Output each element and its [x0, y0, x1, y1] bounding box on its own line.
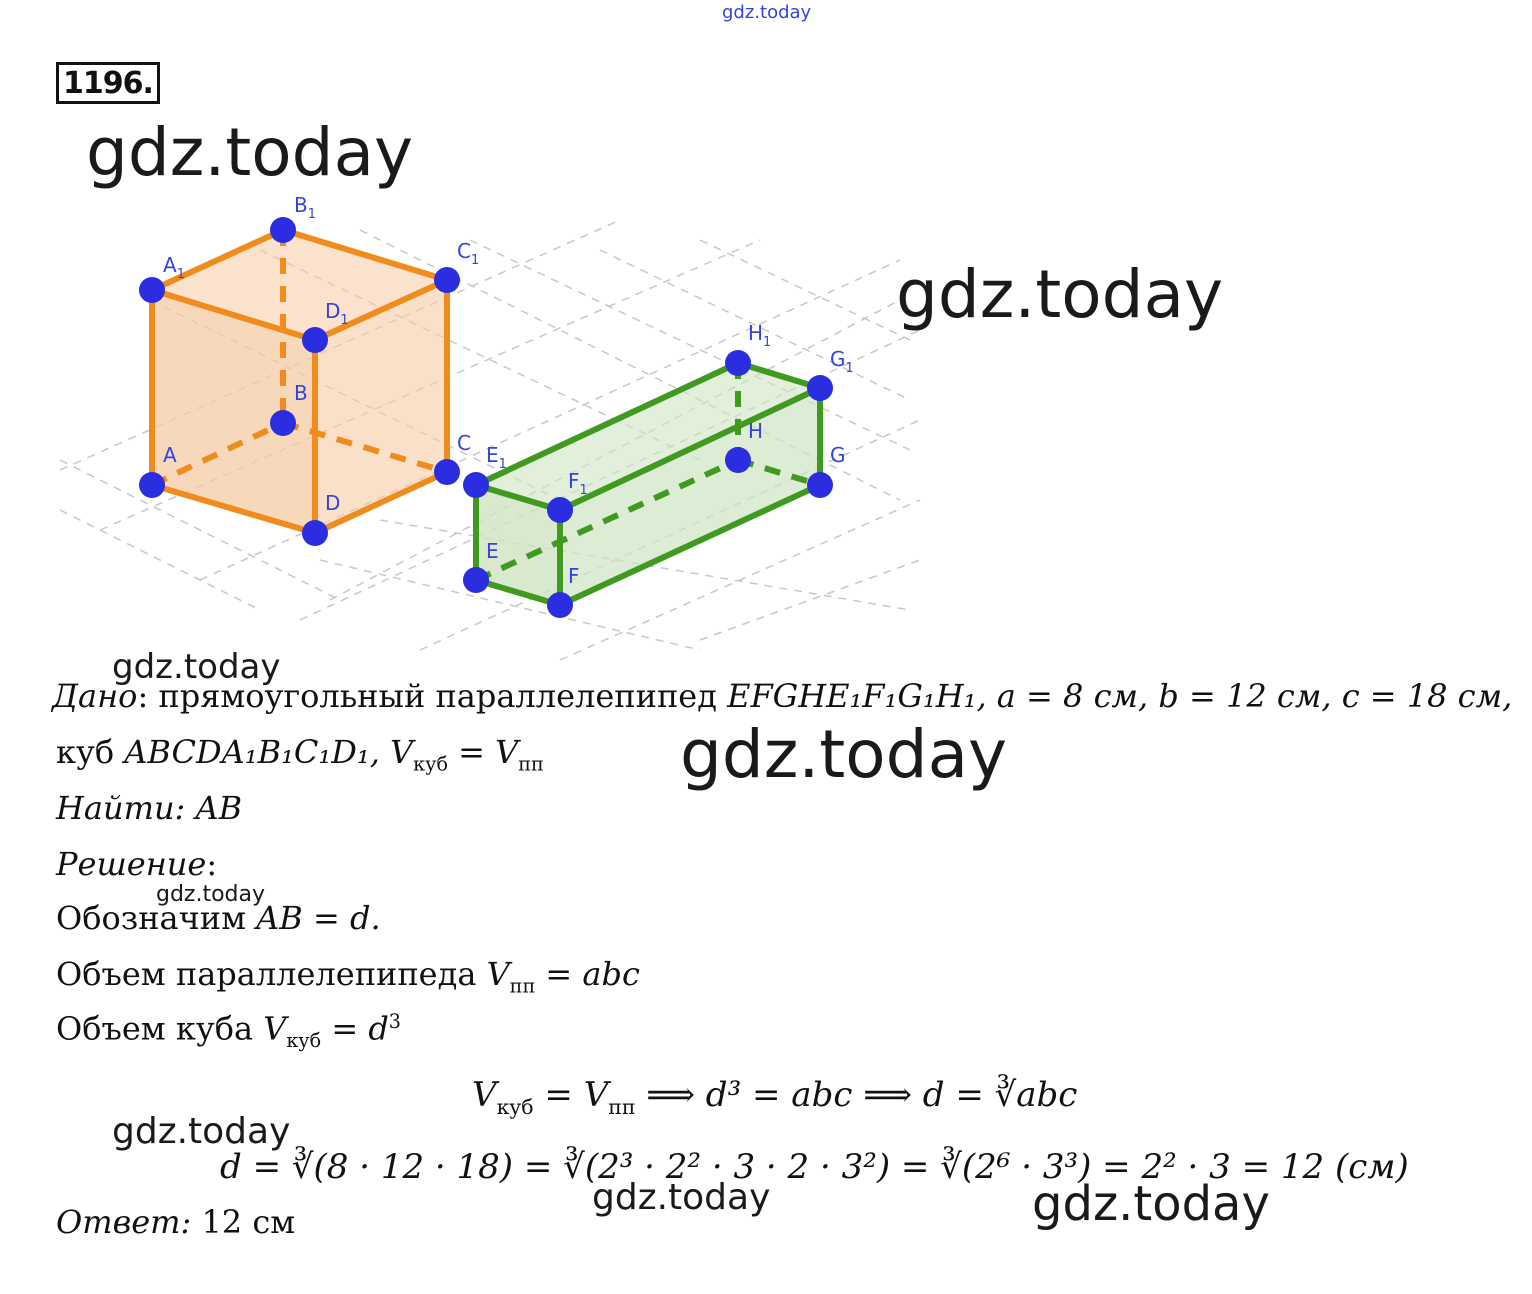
given-label: Дано	[52, 677, 138, 715]
volume-cube-exp: 3	[388, 1010, 402, 1033]
volume-pp-sub: пп	[509, 974, 536, 998]
watermark-large-2: gdz.today	[896, 256, 1224, 333]
formula-1-eq: = V	[533, 1075, 609, 1115]
subscript-cube: куб	[413, 752, 448, 776]
volume-pp-v: V	[486, 955, 510, 993]
given-line2-eq: = V	[448, 733, 519, 771]
label-E: E	[486, 539, 499, 563]
box-figure	[463, 321, 854, 618]
find-line	[56, 789, 243, 827]
given-line2-math: ABCDA₁B₁C₁D₁, V	[124, 733, 414, 771]
answer-label: Ответ:	[56, 1203, 192, 1241]
watermark-large-3: gdz.today	[680, 716, 1008, 793]
volume-cube-rest: = d	[321, 1009, 389, 1048]
formula-1-rest: ⟹ d³ = abc ⟹ d = ∛abc	[635, 1075, 1078, 1115]
given-line-1	[52, 677, 1513, 715]
watermark-small-1: gdz.today	[112, 647, 281, 687]
volume-cube-v: V	[263, 1009, 287, 1048]
given-line-2	[56, 733, 544, 776]
cube-figure	[139, 193, 479, 546]
watermark-small-2: gdz.today	[156, 882, 266, 907]
volume-cube-line	[56, 1009, 402, 1053]
label-G: G	[830, 443, 846, 467]
label-A1: $A_1$	[163, 253, 185, 282]
answer-line	[56, 1203, 296, 1241]
label-E1: $E_1$	[486, 443, 507, 472]
formula-1-v: V	[472, 1075, 497, 1115]
label-D: D	[325, 491, 341, 515]
formula-1-sub-pp: пп	[608, 1094, 636, 1119]
denote-line	[56, 899, 381, 937]
label-B: B	[294, 381, 308, 405]
volume-pp-line	[56, 955, 640, 998]
volume-cube-sub: куб	[286, 1029, 322, 1053]
denote-text: Обозначим	[56, 899, 257, 937]
label-F1: $F_1$	[568, 469, 588, 498]
formula-2: d = ∛(8 · 12 · 18) = ∛(2³ · 2² · 3 · 2 · 3²) = ∛(2⁶ · 3³) = 2² · 3 = 12 (см)	[220, 1147, 1409, 1187]
volume-cube-text: Объем куба	[56, 1009, 264, 1048]
solution-line	[56, 845, 218, 883]
formula-1-sub-cube: куб	[496, 1094, 534, 1119]
label-C: C	[457, 431, 471, 455]
find-math: : AB	[174, 789, 243, 827]
label-H: H	[748, 419, 764, 443]
given-math: EFGHE₁F₁G₁H₁, a = 8 см, b = 12 см, c = 18 см,	[727, 677, 1513, 715]
label-D1: $D_1$	[325, 299, 349, 328]
label-C1: $C_1$	[457, 239, 480, 268]
label-H1: $H_1$	[748, 321, 772, 350]
problem-number: 1196.	[56, 62, 160, 104]
find-label: Найти	[56, 789, 175, 827]
watermark-large-1: gdz.today	[86, 114, 414, 191]
given-line2-word: куб	[56, 733, 125, 771]
watermark-small-3: gdz.today	[112, 1111, 291, 1152]
solution-colon: :	[206, 845, 218, 883]
solution-label: Решение	[56, 845, 207, 883]
volume-pp-rest: = abc	[535, 955, 640, 993]
given-text: : прямоугольный параллелепипед	[137, 677, 728, 715]
denote-math: AB = d.	[256, 899, 381, 937]
watermark-top: gdz.today	[722, 2, 812, 23]
answer-value: 12 см	[191, 1203, 296, 1241]
label-G1: $G_1$	[830, 347, 854, 376]
formula-1	[472, 1075, 1078, 1119]
watermark-small-4: gdz.today	[592, 1177, 771, 1218]
label-A: A	[163, 443, 177, 467]
subscript-pp: пп	[518, 752, 544, 776]
volume-pp-text: Объем параллелепипеда	[56, 955, 487, 993]
label-B1: $B_1$	[294, 193, 317, 222]
watermark-small-5: gdz.today	[1032, 1176, 1270, 1232]
label-F: F	[568, 564, 580, 588]
